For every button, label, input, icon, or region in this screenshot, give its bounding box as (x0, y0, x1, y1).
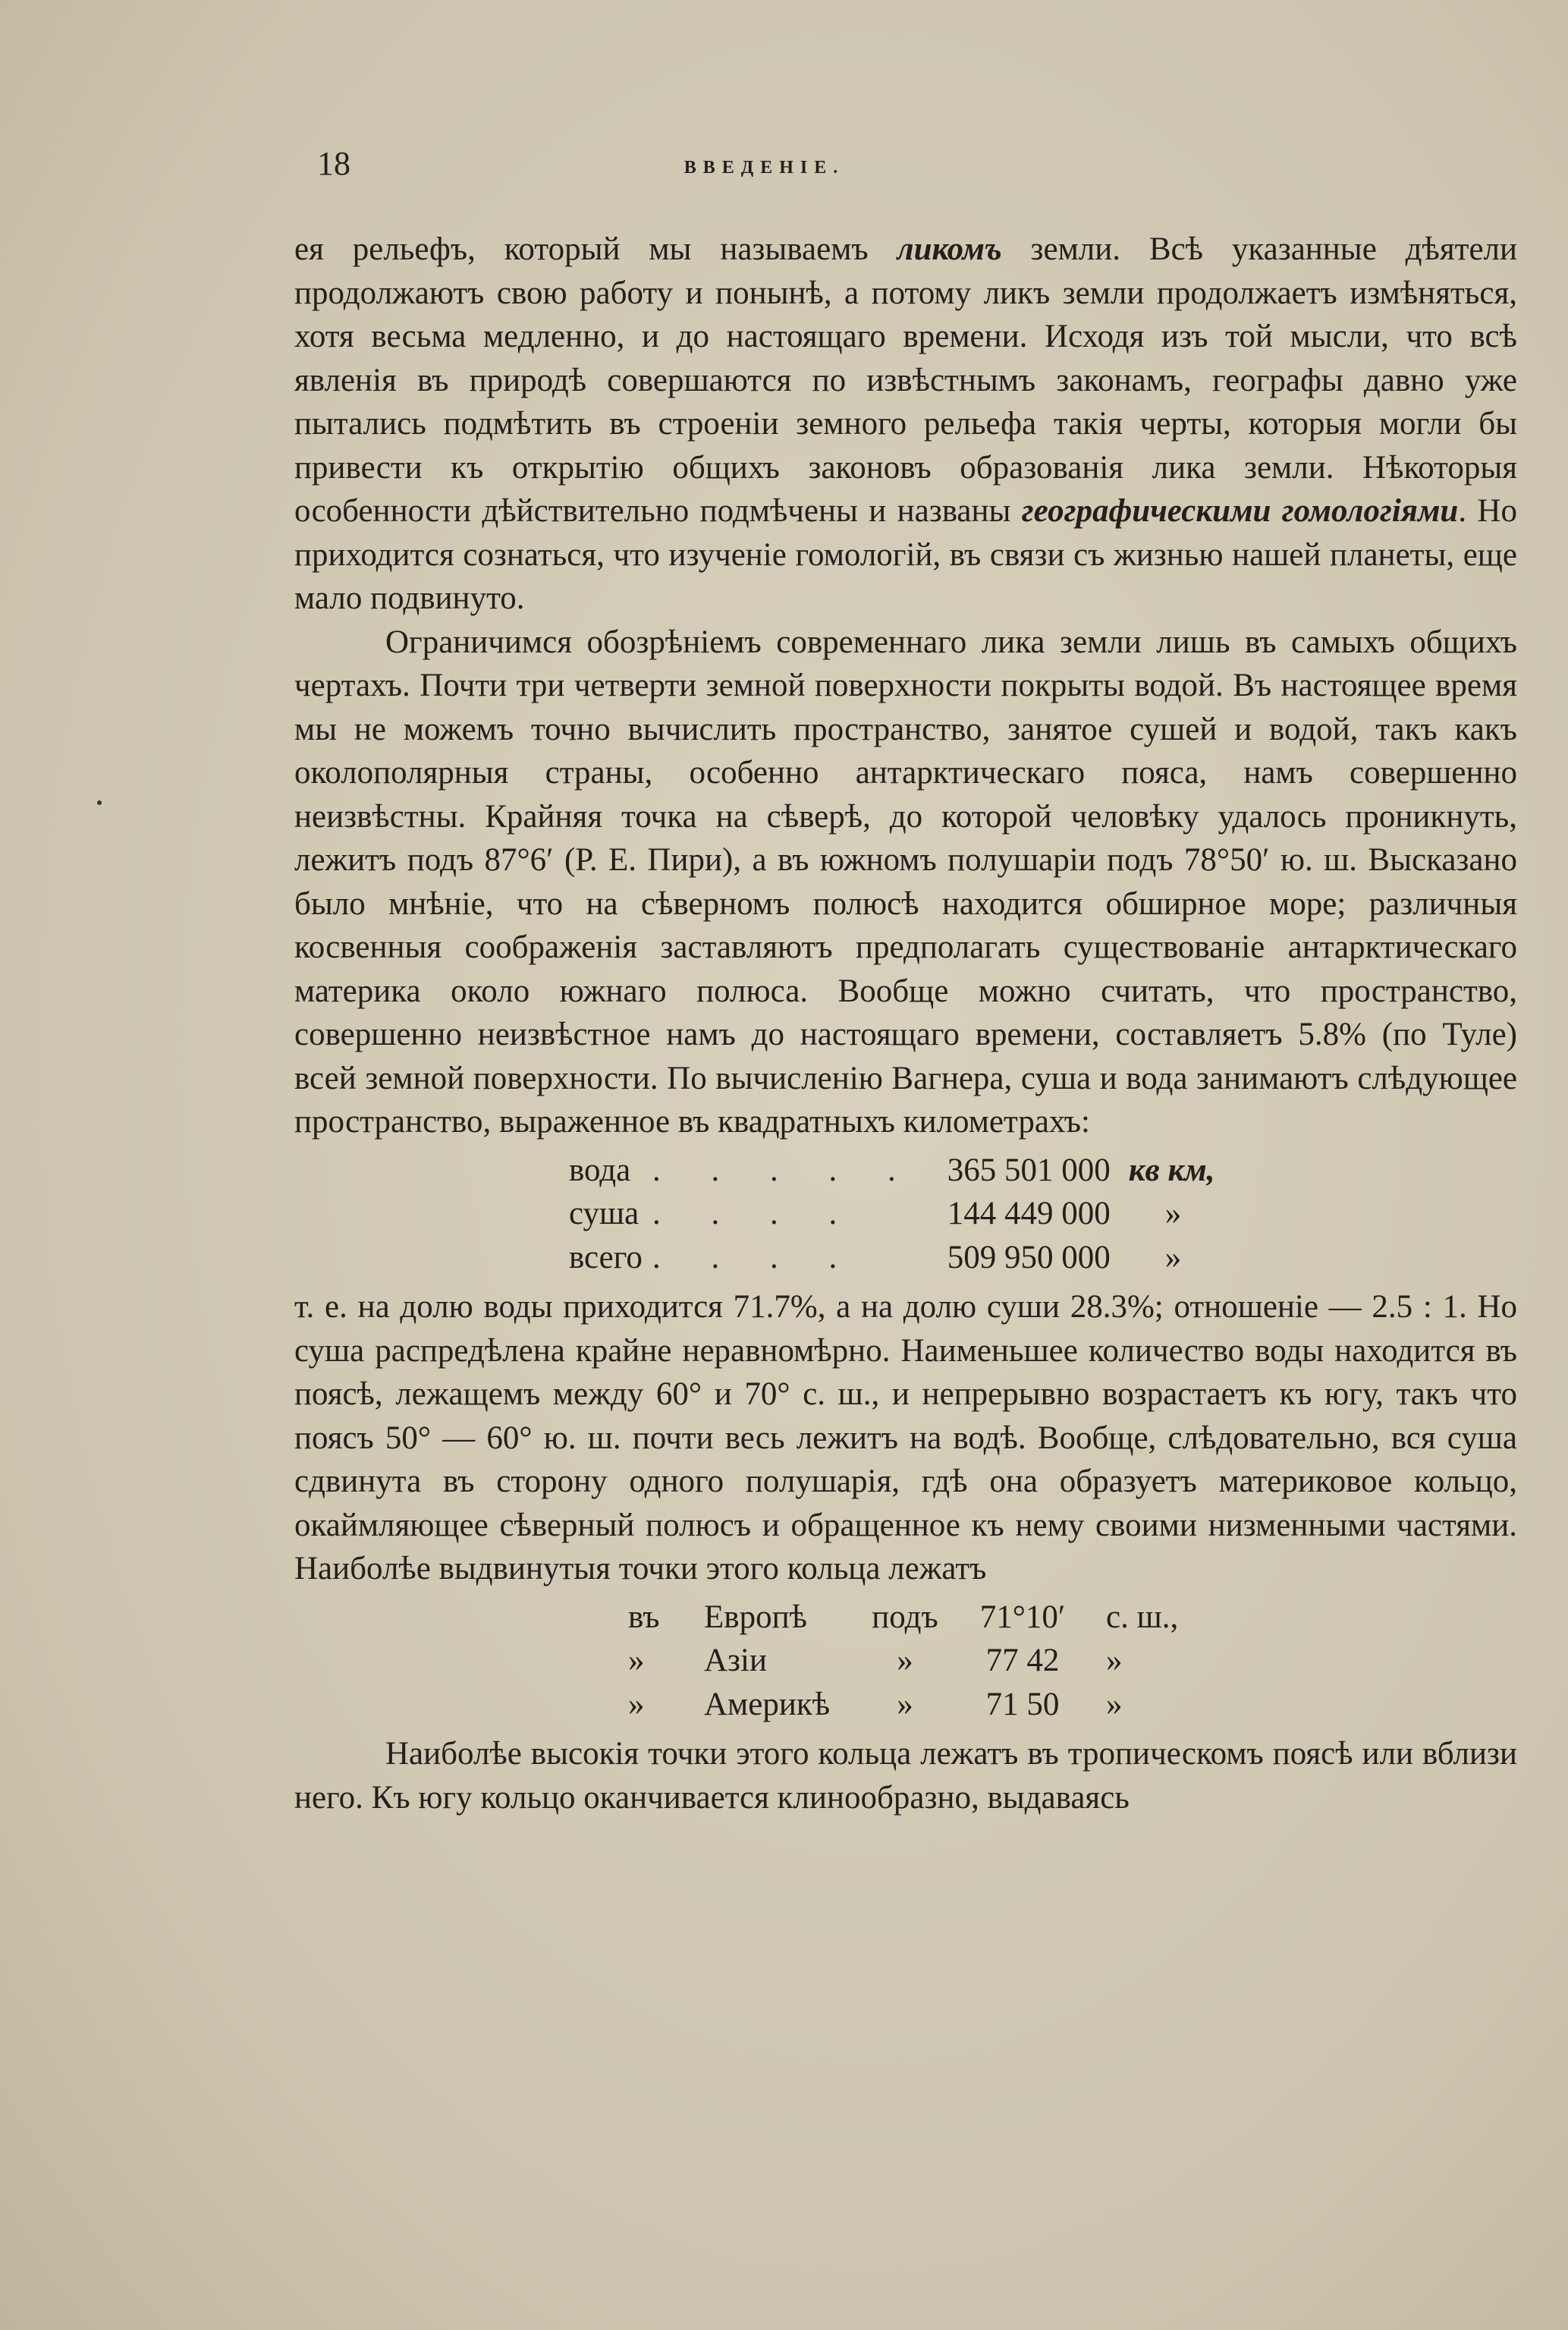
area-unit: кв км, (1128, 1152, 1215, 1188)
page-number: 18 (317, 145, 350, 182)
area-name: всего (569, 1239, 643, 1275)
coord-latitude: 71 50 (985, 1686, 1060, 1722)
margin-speck (97, 800, 102, 805)
coord-row (628, 1639, 1178, 1683)
area-row (569, 1236, 1215, 1280)
body-text (294, 228, 1517, 1819)
paragraph-4: Наиболѣе высокія точки этого кольца лежатъ въ тропическомъ поясѣ или вблизи него. Къ югу кольцо оканчивается клинообразно, выдаваясь (294, 1736, 1517, 1816)
area-row (569, 1192, 1215, 1236)
paragraph-3: т. е. на долю воды приходится 71.7%, а на долю суши 28.3%; отношеніе — 2.5 : 1. Но суша распредѣлена крайне неравномѣрно. Наименьшее количество воды находится въ поясѣ, лежащемъ между 60° и 70° с. ш., и непрерывно возрастаетъ къ югу, такъ что поясъ 50° — 60° ю. ш. почти весь лежитъ на водѣ. Вообще, слѣдовательно, вся суша сдвинута въ сторону одного полушарія, гдѣ она образуетъ материковое кольцо, окаймляющее сѣверный полюсъ и обращенное къ нему своими низменными частями. Наиболѣе выдвинутыя точки этого кольца лежатъ (294, 1289, 1517, 1586)
coord-prefix: » (628, 1643, 645, 1678)
coord-row (628, 1596, 1178, 1640)
coord-prefix: въ (628, 1599, 660, 1635)
paragraph-1-text-b: земли. Всѣ указанные дѣятели продолжаютъ свою работу и понынѣ, а потому ликъ земли продолжаетъ измѣняться, хотя весьма медленно, и до настоящаго времени. Исходя изъ той мысли, что всѣ явленія въ природѣ совершаются по извѣстнымъ законамъ, географы давно уже пытались подмѣтить въ строеніи земного рельефа такія черты, которыя могли бы привести къ открытію общихъ законовъ образованія лика земли. Нѣкоторыя особенности дѣйствительно подмѣчены и названы (294, 231, 1517, 529)
coord-hemisphere: » (1106, 1686, 1123, 1722)
coord-hemisphere: с. ш., (1106, 1599, 1179, 1635)
leader-dots: . . . . (652, 1239, 859, 1275)
term-geographic-homologies: географическими гомологіями (1021, 493, 1459, 529)
leader-dots: . . . . (652, 1196, 859, 1231)
leader-dots: . . . . . (652, 1152, 917, 1188)
coord-preposition: подъ (872, 1599, 938, 1635)
coordinates-table (628, 1596, 1178, 1727)
coord-continent: Европѣ (704, 1599, 807, 1635)
area-value: 144 449 000 (947, 1196, 1111, 1231)
coord-prefix: » (628, 1686, 645, 1722)
term-likom: ликомъ (897, 231, 1002, 267)
area-row (569, 1149, 1215, 1193)
area-table (569, 1149, 1215, 1280)
paragraph-1-text-a: ея рельефъ, который мы называемъ (294, 231, 897, 267)
coord-latitude: 71°10′ (979, 1599, 1066, 1635)
paragraph-1 (294, 228, 1517, 621)
area-name: вода (569, 1152, 631, 1188)
area-value: 509 950 000 (947, 1239, 1111, 1275)
coord-continent: Азіи (704, 1643, 767, 1678)
coord-latitude: 77 42 (985, 1643, 1060, 1678)
running-title: ВВЕДЕНІЕ. (683, 158, 845, 178)
coord-preposition: » (897, 1643, 913, 1678)
area-name: суша (569, 1196, 639, 1231)
page-header (317, 144, 1211, 197)
coord-hemisphere: » (1106, 1643, 1123, 1678)
area-unit: » (1164, 1239, 1182, 1275)
area-value: 365 501 000 (947, 1152, 1111, 1188)
coord-row (628, 1683, 1178, 1727)
paragraph-2: Ограничимся обозрѣніемъ современнаго лика земли лишь въ самыхъ общихъ чертахъ. Почти три четверти земной поверхности покрыты водой. Въ настоящее время мы не можемъ точно вычислить пространство, занятое сушей и водой, такъ какъ околополярныя страны, особенно антарктическаго пояса, намъ совершенно неизвѣстны. Крайняя точка на сѣверѣ, до которой человѣку удалось проникнуть, лежитъ подъ 87°6′ (Р. Е. Пири), а въ южномъ полушаріи подъ 78°50′ ю. ш. Высказано было мнѣніе, что на сѣверномъ полюсѣ находится обширное море; различныя косвенныя соображенія заставляютъ предполагать существованіе антарктическаго материка около южнаго полюса. Вообще можно считать, что пространство, совершенно неизвѣстное намъ до настоящаго времени, составляетъ 5.8% (по Туле) всей земной поверхности. По вычисленію Вагнера, суша и вода занимаютъ слѣдующее пространство, выраженное въ квадратныхъ километрахъ: (294, 624, 1517, 1140)
coord-continent: Америкѣ (704, 1686, 831, 1722)
coord-preposition: » (897, 1686, 913, 1722)
paragraph-1-text-c: . Но приходится сознаться, что изученіе гомологій, въ связи съ жизнью нашей планеты, еще мало подвинуто. (294, 493, 1517, 616)
area-unit: » (1164, 1196, 1182, 1231)
